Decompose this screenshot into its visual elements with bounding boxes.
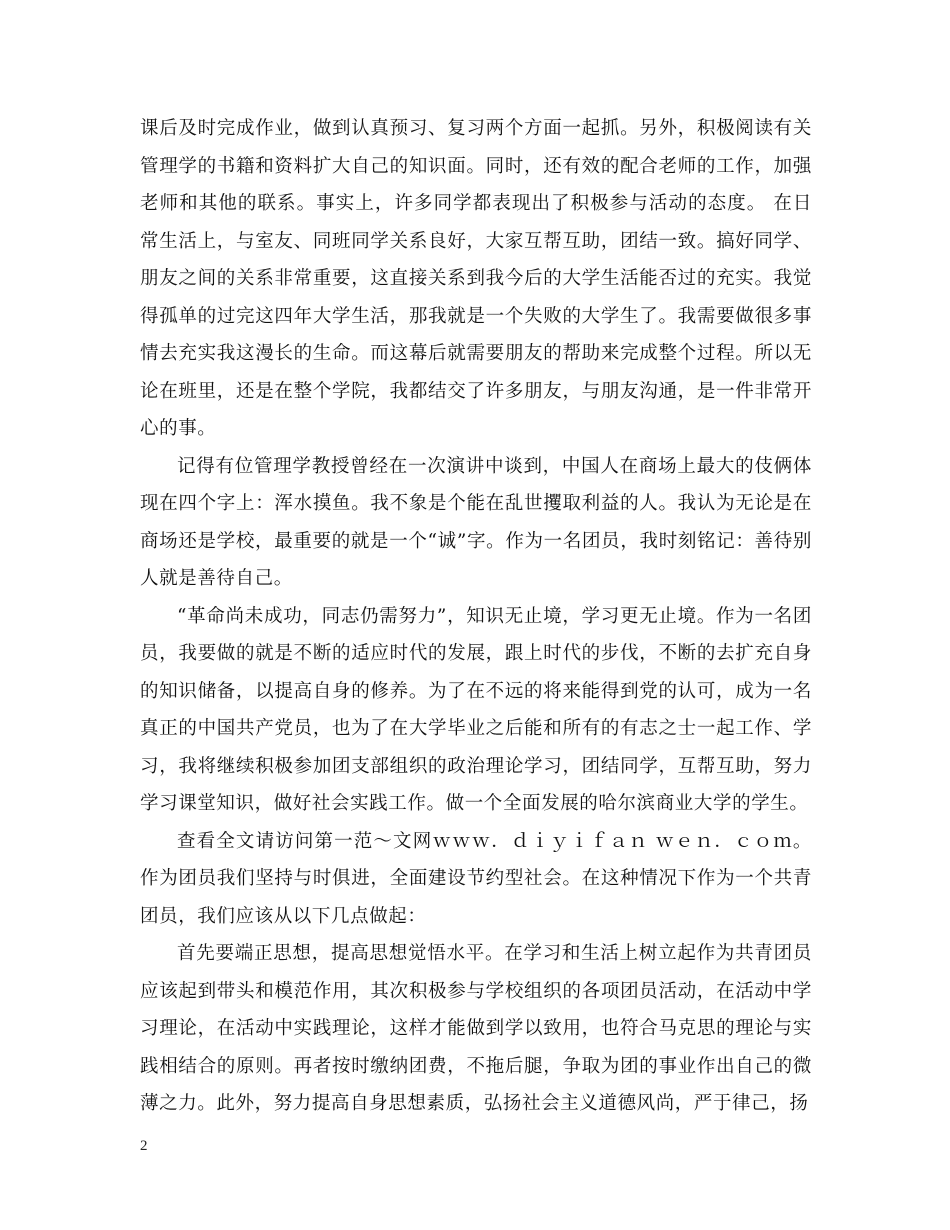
paragraph-first-steps: 首先要端正思想，提高思想觉悟水平。在学习和生活上树立起作为共青团员应该起到带头和模范作用，其次积极参与学校组织的各项团员活动，在活动中学习理论，在活动中实践理论，这样才能做到学以致用，也符合马克思的理论与实践相结合的原则。再者按时缴纳团费，不拖后腿，争取为团的事业作出自己的微薄之力。此外，努力提高自身思想素质，弘扬社会主义道德风尚，严于律己，扬: [140, 943, 812, 1114]
paragraph-integrity: 记得有位管理学教授曾经在一次演讲中谈到，中国人在商场上最大的伎俩体现在四个字上：浑水摸鱼。我不象是个能在乱世攫取利益的人。我认为无论是在商场还是学校，最重要的就是一个“诚”字。作为一名团员，我时刻铭记：善待别人就是善待自己。: [140, 455, 812, 589]
paragraph-full-text-link: 查看全文请访问第一范～文网ｗｗｗ．ｄｉｙｉｆａｎ ｗｅｎ．ｃｏｍ。作为团员我们坚持与时俱进，全面建设节约型社会。在这种情况下作为一个共青团员，我们应该从以下几点做起：: [140, 830, 812, 927]
paragraph-continued: 课后及时完成作业，做到认真预习、复习两个方面一起抓。另外，积极阅读有关管理学的书籍和资料扩大自己的知识面。同时，还有效的配合老师的工作，加强老师和其他的联系。事实上，许多同学都表现出了积极参与活动的态度。 在日常生活上，与室友、同班同学关系良好，大家互帮互助，团结一致。搞好同学、朋友之间的关系非常重要，这直接关系到我今后的大学生活能否过的充实。我觉得孤单的过完这四年大学生活，那我就是一个失败的大学生了。我需要做很多事情去充实我这漫长的生命。而这幕后就需要朋友的帮助来完成整个过程。所以无论在班里，还是在整个学院，我都结交了许多朋友，与朋友沟通，是一件非常开心的事。: [140, 118, 812, 439]
body-text: [140, 110, 812, 1123]
paragraph-revolution: “革命尚未成功，同志仍需努力”，知识无止境，学习更无止境。作为一名团员，我要做的就是不断的适应时代的发展，跟上时代的步伐，不断的去扩充自身的知识储备，以提高自身的修养。为了在不远的将来能得到党的认可，成为一名真正的中国共产党员，也为了在大学毕业之后能和所有的有志之士一起工作、学习，我将继续积极参加团支部组织的政治理论学习，团结同学，互帮互助，努力学习课堂知识，做好社会实践工作。做一个全面发展的哈尔滨商业大学的学生。: [140, 605, 812, 814]
page-number: 2: [140, 1138, 148, 1154]
